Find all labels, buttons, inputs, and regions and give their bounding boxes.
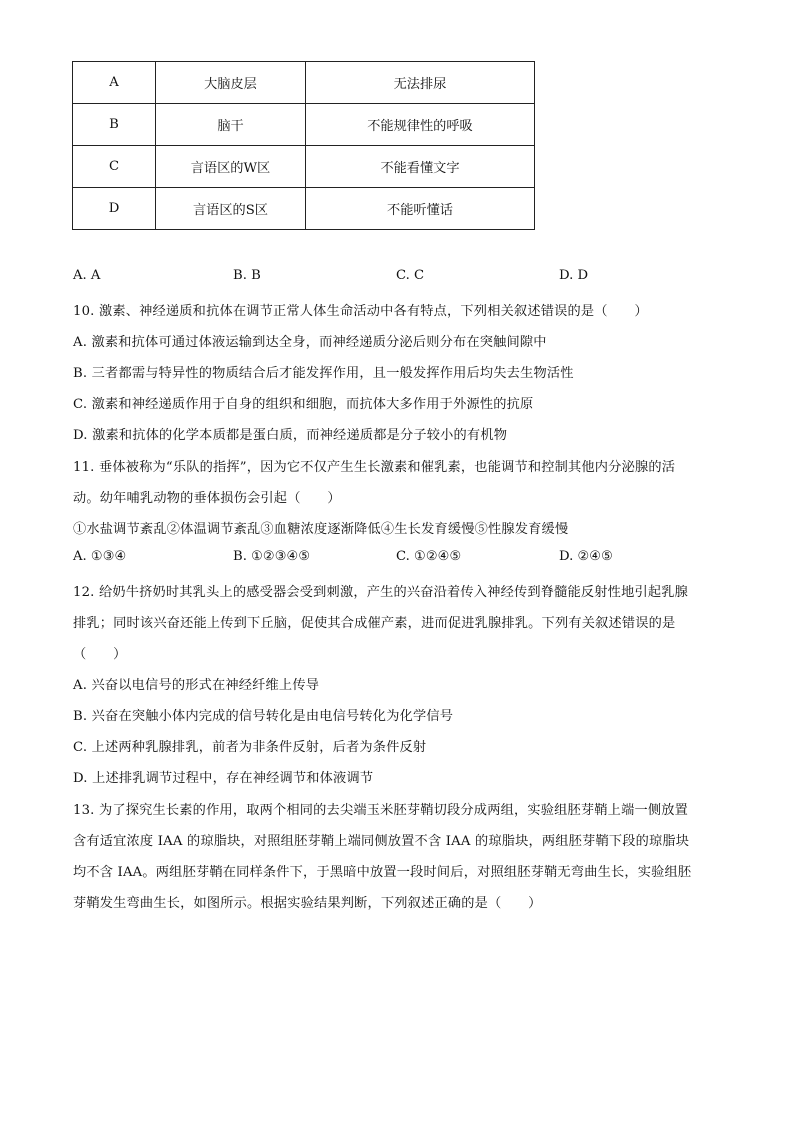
q10-option-b[interactable]: B. 三者都需与特异性的物质结合后才能发挥作用，且一般发挥作用后均失去生物活性 — [73, 366, 574, 381]
table-cell: 无法排尿 — [306, 62, 535, 104]
option-d[interactable]: D. ②④⑤ — [559, 549, 613, 564]
q13-line3: 均不含 IAA。两组胚芽鞘在同样条件下，于黑暗中放置一段时间后，对照组胚芽鞘无弯曲生长，实验组胚 — [73, 865, 692, 880]
option-d[interactable]: D. D — [559, 268, 589, 283]
q11-stem-line2: 动。幼年哺乳动物的垂体损伤会引起（ ） — [73, 491, 341, 506]
table-cell: 大脑皮层 — [156, 62, 306, 104]
brain-region-table — [72, 61, 535, 230]
q10-option-c[interactable]: C. 激素和神经递质作用于自身的组织和细胞，而抗体大多作用于外源性的抗原 — [73, 397, 534, 412]
q10-option-a[interactable]: A. 激素和抗体可通过体液运输到达全身，而神经递质分泌后则分布在突触间隙中 — [73, 335, 547, 350]
q12-option-d[interactable]: D. 上述排乳调节过程中，存在神经调节和体液调节 — [73, 771, 374, 786]
table-row — [73, 62, 535, 104]
q12-stem-line2: 排乳；同时该兴奋还能上传到下丘脑，促使其合成催产素，进而促进乳腺排乳。下列有关叙述错误的是 — [73, 616, 676, 631]
q12-option-c[interactable]: C. 上述两种乳腺排乳，前者为非条件反射，后者为条件反射 — [73, 740, 427, 755]
q12-option-b[interactable]: B. 兴奋在突触小体内完成的信号转化是由电信号转化为化学信号 — [73, 709, 454, 724]
option-a[interactable]: A. ①③④ — [73, 549, 127, 564]
table-row — [73, 104, 535, 146]
option-c[interactable]: C. C — [396, 268, 425, 283]
table-cell: 不能规律性的呼吸 — [306, 104, 535, 146]
q10-option-d[interactable]: D. 激素和抗体的化学本质都是蛋白质，而神经递质都是分子较小的有机物 — [73, 428, 508, 443]
q12-stem-line1: 12. 给奶牛挤奶时其乳头上的感受器会受到刺激，产生的兴奋沿着传入神经传到脊髓能反射性地引起乳腺 — [73, 585, 689, 600]
option-a[interactable]: A. A — [73, 268, 101, 283]
table-cell: C — [73, 146, 156, 188]
table-cell: D — [73, 188, 156, 230]
table-cell: 言语区的W区 — [156, 146, 306, 188]
q13-line2: 含有适宜浓度 IAA 的琼脂块，对照组胚芽鞘上端同侧放置不含 IAA 的琼脂块，两组胚芽鞘下段的琼脂块 — [73, 834, 690, 849]
table-row — [73, 188, 535, 230]
table-cell: 不能听懂话 — [306, 188, 535, 230]
q11-items: ①水盐调节紊乱②体温调节紊乱③血糖浓度逐渐降低④生长发育缓慢⑤性腺发育缓慢 — [73, 522, 569, 537]
q12-stem-line3: （ ） — [73, 647, 127, 662]
q11-stem-line1: 11. 垂体被称为“乐队的指挥”，因为它不仅产生生长激素和催乳素，也能调节和控制其他内分泌腺的活 — [73, 460, 676, 475]
table-cell: 言语区的S区 — [156, 188, 306, 230]
table-row — [73, 146, 535, 188]
q13-line4: 芽鞘发生弯曲生长，如图所示。根据实验结果判断，下列叙述正确的是（ ） — [73, 896, 542, 911]
option-b[interactable]: B. B — [233, 268, 261, 283]
option-b[interactable]: B. ①②③④⑤ — [233, 549, 311, 564]
q10-stem: 10. 激素、神经递质和抗体在调节正常人体生命活动中各有特点，下列相关叙述错误的是（ ） — [73, 304, 648, 319]
table-cell: A — [73, 62, 156, 104]
table-cell: 不能看懂文字 — [306, 146, 535, 188]
option-c[interactable]: C. ①②④⑤ — [396, 549, 462, 564]
table-cell: B — [73, 104, 156, 146]
q12-option-a[interactable]: A. 兴奋以电信号的形式在神经纤维上传导 — [73, 678, 320, 693]
q13-line1: 13. 为了探究生长素的作用，取两个相同的去尖端玉米胚芽鞘切段分成两组，实验组胚芽鞘上端一侧放置 — [73, 803, 689, 818]
table-cell: 脑干 — [156, 104, 306, 146]
